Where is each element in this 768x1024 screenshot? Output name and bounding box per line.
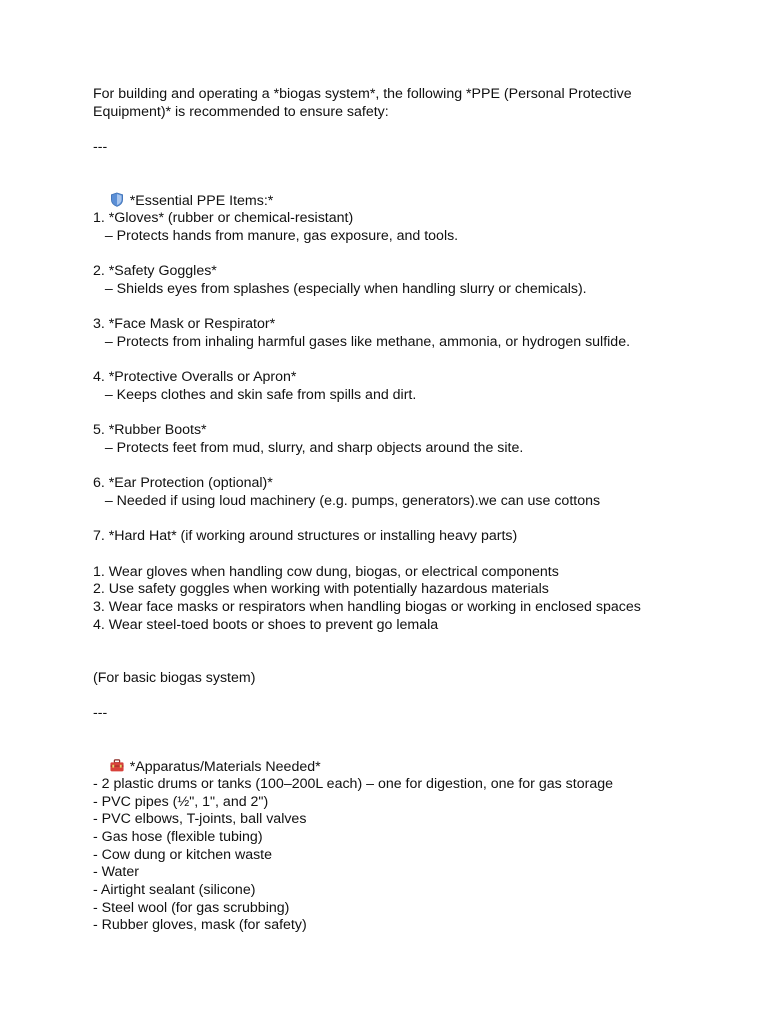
rule-line: 1. Wear gloves when handling cow dung, biogas, or electrical components [93,563,559,580]
material-item: - Steel wool (for gas scrubbing) [93,899,290,916]
apparatus-heading-text: *Apparatus/Materials Needed* [129,759,321,776]
apparatus-heading [93,740,693,776]
ppe-item-desc: – Shields eyes from splashes (especially when handling slurry or chemicals). [93,280,587,297]
divider: --- [93,139,108,156]
ppe-item-title: 2. *Safety Goggles* [93,262,217,279]
ppe-item-title: 1. *Gloves* (rubber or chemical-resistant) [93,209,354,226]
material-item: - Airtight sealant (silicone) [93,881,256,898]
rule-line: 3. Wear face masks or respirators when handling biogas or working in enclosed spaces [93,598,641,615]
ppe-item-title: 4. *Protective Overalls or Apron* [93,369,297,385]
ppe-item-desc: – Needed if using loud machinery (e.g. pumps, generators).we can use cottons [93,492,601,509]
shield-icon [109,192,125,207]
ppe-item-title: 3. *Face Mask or Respirator* [93,315,276,332]
rule-line: 4. Wear steel-toed boots or shoes to prevent go lemala [93,616,439,633]
material-item: - 2 plastic drums or tanks (100–200L each) – one for digestion, one for gas storage [93,775,613,792]
material-item: - Gas hose (flexible tubing) [93,828,263,845]
ppe-item-title: 6. *Ear Protection (optional)* [93,475,273,492]
document-body [93,86,693,935]
toolbox-icon [109,758,125,773]
ppe-item-desc: – Protects hands from manure, gas exposure, and tools. [93,227,459,244]
essential-ppe-heading-text: *Essential PPE Items:* [129,193,274,210]
rule-line: 2. Use safety goggles when working with potentially hazardous materials [93,581,549,598]
intro-line-1: For building and operating a *biogas system*, the following *PPE (Personal Protective [93,86,632,102]
hard-hat-item: 7. *Hard Hat* (if working around structures or installing heavy parts) [93,528,518,545]
material-item: - Water [93,864,139,881]
ppe-item-title: 5. *Rubber Boots* [93,422,207,439]
ppe-item-desc: – Protects feet from mud, slurry, and sharp objects around the site. [93,439,524,456]
material-item: - Rubber gloves, mask (for safety) [93,917,307,934]
ppe-item-desc: – Protects from inhaling harmful gases like methane, ammonia, or hydrogen sulfide. [93,333,631,350]
essential-ppe-heading [93,174,693,210]
basic-system-note: (For basic biogas system) [93,669,256,686]
material-item: - PVC elbows, T-joints, ball valves [93,811,307,828]
divider: --- [93,705,108,722]
intro-line-2: Equipment)* is recommended to ensure safety: [93,103,389,120]
ppe-item-desc: – Keeps clothes and skin safe from spills and dirt. [93,386,417,403]
material-item: - Cow dung or kitchen waste [93,846,273,863]
material-item: - PVC pipes (½", 1", and 2") [93,793,269,810]
